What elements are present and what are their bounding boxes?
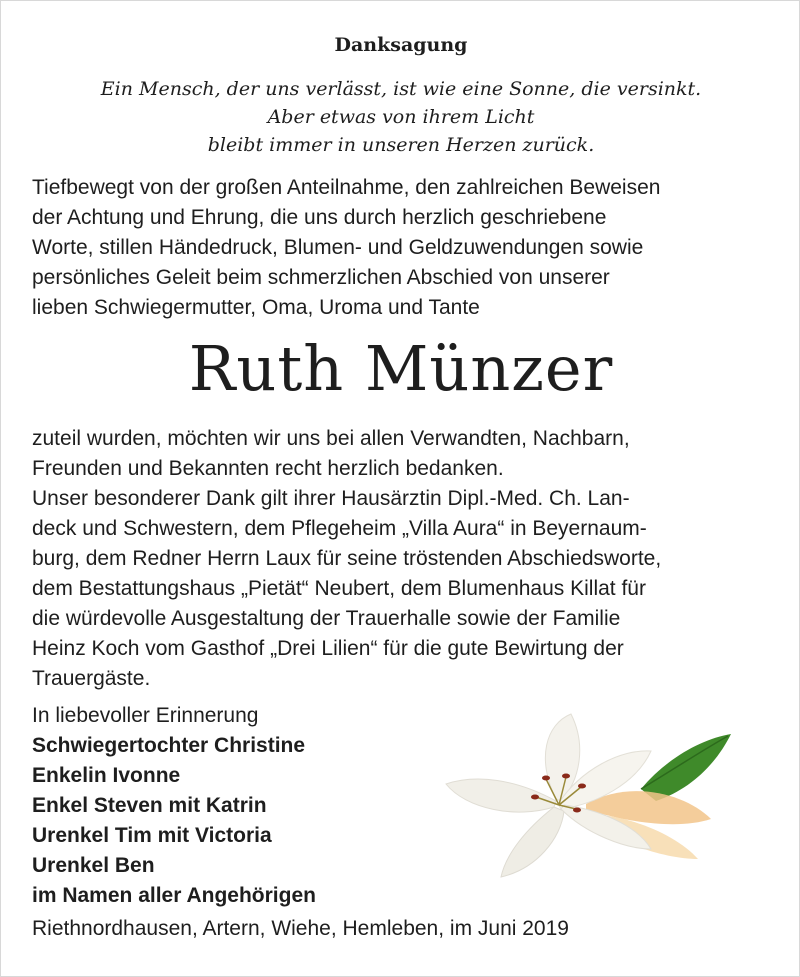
quote-line: Ein Mensch, der uns verlässt, ist wie eine Sonne, die versinkt. bbox=[100, 78, 702, 100]
text-line: der Achtung und Ehrung, die uns durch herzlich geschriebene bbox=[32, 206, 607, 229]
closing-block bbox=[32, 701, 452, 911]
text-line: burg, dem Redner Herrn Laux für seine tröstenden Abschiedsworte, bbox=[32, 547, 662, 570]
place-date: Riethnordhausen, Artern, Wiehe, Hemleben, im Juni 2019 bbox=[32, 917, 569, 940]
signatory: Urenkel Tim mit Victoria bbox=[32, 824, 272, 847]
text-line: Trauergäste. bbox=[32, 667, 151, 690]
text-line: Unser besonderer Dank gilt ihrer Hausärztin Dipl.-Med. Ch. Lan- bbox=[32, 487, 630, 510]
text-line: die würdevolle Ausgestaltung der Trauerhalle sowie der Familie bbox=[32, 607, 621, 630]
deceased-name: Ruth Münzer bbox=[188, 332, 614, 405]
text-line: deck und Schwestern, dem Pflegeheim „Villa Aura“ in Beyernaum- bbox=[32, 517, 647, 540]
paragraph-thanks bbox=[32, 173, 777, 323]
signatory: im Namen aller Angehörigen bbox=[32, 884, 316, 907]
quote bbox=[1, 75, 800, 159]
closing-intro: In liebevoller Erinnerung bbox=[32, 704, 259, 727]
text-line: Worte, stillen Händedruck, Blumen- und Geldzuwendungen sowie bbox=[32, 236, 644, 259]
signatory: Schwiegertochter Christine bbox=[32, 734, 306, 757]
signatory: Enkelin Ivonne bbox=[32, 764, 181, 787]
text-line: lieben Schwiegermutter, Oma, Uroma und Tante bbox=[32, 296, 480, 319]
signatory: Urenkel Ben bbox=[32, 854, 155, 877]
text-line: zuteil wurden, möchten wir uns bei allen Verwandten, Nachbarn, bbox=[32, 427, 630, 450]
quote-line: Aber etwas von ihrem Licht bbox=[267, 106, 535, 128]
quote-line: bleibt immer in unseren Herzen zurück. bbox=[207, 134, 595, 156]
paragraph-acknowledgements bbox=[32, 424, 777, 694]
lily-flower-icon bbox=[436, 709, 736, 879]
text-line: Freunden und Bekannten recht herzlich bedanken. bbox=[32, 457, 504, 480]
text-line: dem Bestattungshaus „Pietät“ Neubert, dem Blumenhaus Killat für bbox=[32, 577, 646, 600]
signatory: Enkel Steven mit Katrin bbox=[32, 794, 267, 817]
text-line: Tiefbewegt von der großen Anteilnahme, den zahlreichen Beweisen bbox=[32, 176, 661, 199]
heading: Danksagung bbox=[334, 34, 468, 56]
text-line: persönliches Geleit beim schmerzlichen Abschied von unserer bbox=[32, 266, 610, 289]
text-line: Heinz Koch vom Gasthof „Drei Lilien“ für die gute Bewirtung der bbox=[32, 637, 624, 660]
